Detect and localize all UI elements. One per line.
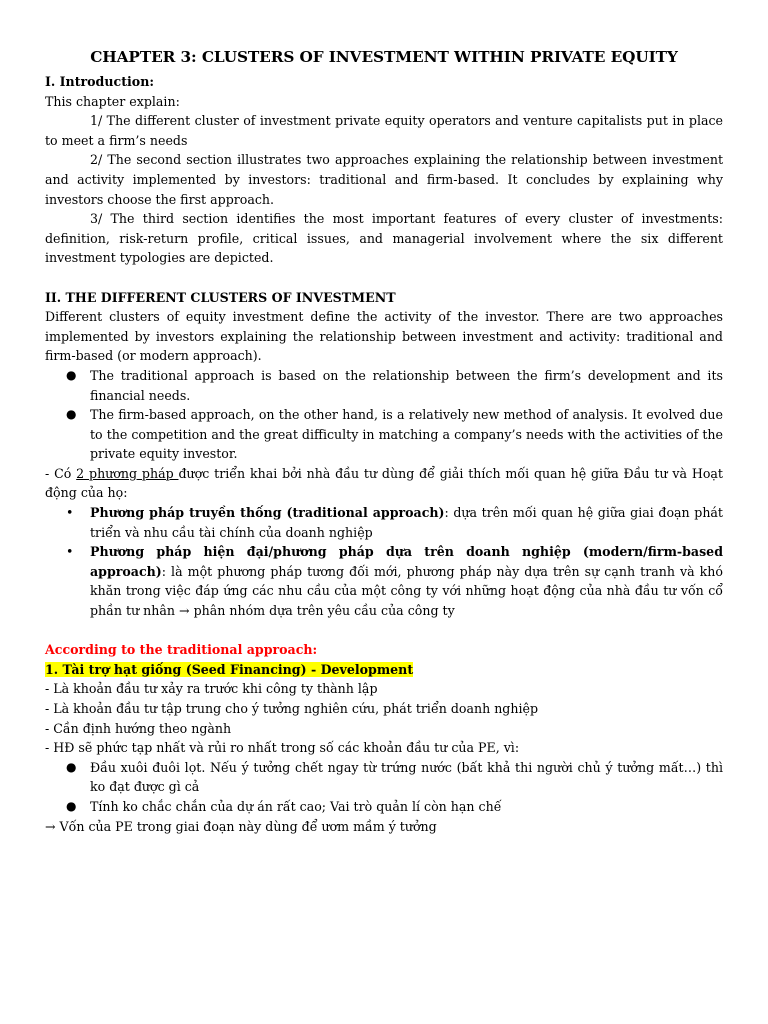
traditional-approach-heading: According to the traditional approach:: [45, 642, 318, 658]
list-item: ● The traditional approach is based on the relationship between the firm’s development and its financial needs.: [66, 367, 723, 403]
intro-lead: This chapter explain:: [45, 93, 180, 109]
intro-item-3: 3/ The third section identifies the most important features of every cluster of investments: definition, risk-return profile, critical issues, and managerial involvement where the six different investment typologies are depicted.: [45, 211, 723, 266]
chapter-title: CHAPTER 3: CLUSTERS OF INVESTMENT WITHIN PRIVATE EQUITY: [90, 48, 678, 66]
section2-heading: II. THE DIFFERENT CLUSTERS OF INVESTMENT: [45, 289, 396, 305]
list-item: • Phương pháp truyền thống (traditional approach): dựa trên mối quan hệ giữa giai đoạn phát triển và nhu cầu tài chính của doanh nghiệp: [66, 505, 723, 540]
intro-item-1: 1/ The different cluster of investment private equity operators and venture capitalists put in place to meet a firm’s needs: [45, 113, 723, 148]
seed-conclusion: → Vốn của PE trong giai đoạn này dùng để ươm mầm ý tưởng: [45, 818, 437, 834]
section2-bullets: [45, 366, 723, 464]
bullet-icon: •: [66, 544, 74, 560]
bullet-icon: •: [66, 505, 74, 521]
bullet-icon: ●: [66, 407, 77, 422]
spacer: [45, 268, 723, 288]
section2-paragraph: Different clusters of equity investment define the activity of the investor. There are two approaches implemented by investors explaining the relationship between investment and activity: traditional and firm-based (or modern approach).: [45, 309, 723, 364]
vn-bullets: [45, 503, 723, 621]
list-item: • Phương pháp hiện đại/phương pháp dựa trên doanh nghiệp (modern/firm-based approach): là một phương pháp tương đối mới, phương pháp này dựa trên sự cạnh tranh và khó khăn trong việc đáp ứng các nhu cầu của một công ty với những hoạt động của nhà đầu tư vốn cổ phần tư nhân → phân nhóm dựa trên yêu cầu của công ty: [66, 544, 723, 619]
list-item: ● Đầu xuôi đuôi lọt. Nếu ý tưởng chết ngay từ trứng nước (bất khả thi người chủ ý tưởng mất…) thì ko đạt được gì cả: [66, 759, 723, 795]
underlined-text: 2 phương pháp: [76, 465, 179, 481]
seed-financing-heading: 1. Tài trợ hạt giống (Seed Financing) - Development: [45, 661, 414, 677]
seed-line-4: - HĐ sẽ phức tạp nhất và rủi ro nhất trong số các khoản đầu tư của PE, vì:: [45, 740, 520, 756]
list-item: ● The firm-based approach, on the other hand, is a relatively new method of analysis. It evolved due to the competition and the great difficulty in matching a company’s needs with the activities of the private equity investor.: [66, 407, 723, 462]
spacer: [45, 621, 723, 641]
bullet-icon: ●: [66, 759, 77, 774]
seed-line-3: - Cần định hướng theo ngành: [45, 720, 232, 736]
intro-item-2: 2/ The second section illustrates two approaches explaining the relationship between investment and activity implemented by investors: traditional and firm-based. It concludes by explaining why investors choose the first approach.: [45, 152, 723, 207]
seed-bullets: [45, 758, 723, 817]
seed-line-2: - Là khoản đầu tư tập trung cho ý tưởng nghiên cứu, phát triển doanh nghiệp: [45, 701, 539, 716]
vn-intro-line: - Có 2 phương pháp được triển khai bởi nhà đầu tư dùng để giải thích mối quan hệ giữa Đầu tư và Hoạt động của họ:: [45, 465, 723, 501]
seed-line-1: - Là khoản đầu tư xảy ra trước khi công ty thành lập: [45, 681, 378, 697]
intro-heading: I. Introduction:: [45, 74, 154, 89]
bullet-icon: ●: [66, 798, 77, 813]
bullet-icon: ●: [66, 367, 77, 382]
list-item: ● Tính ko chắc chắn của dự án rất cao; Vai trò quản lí còn hạn chế: [45, 797, 723, 817]
